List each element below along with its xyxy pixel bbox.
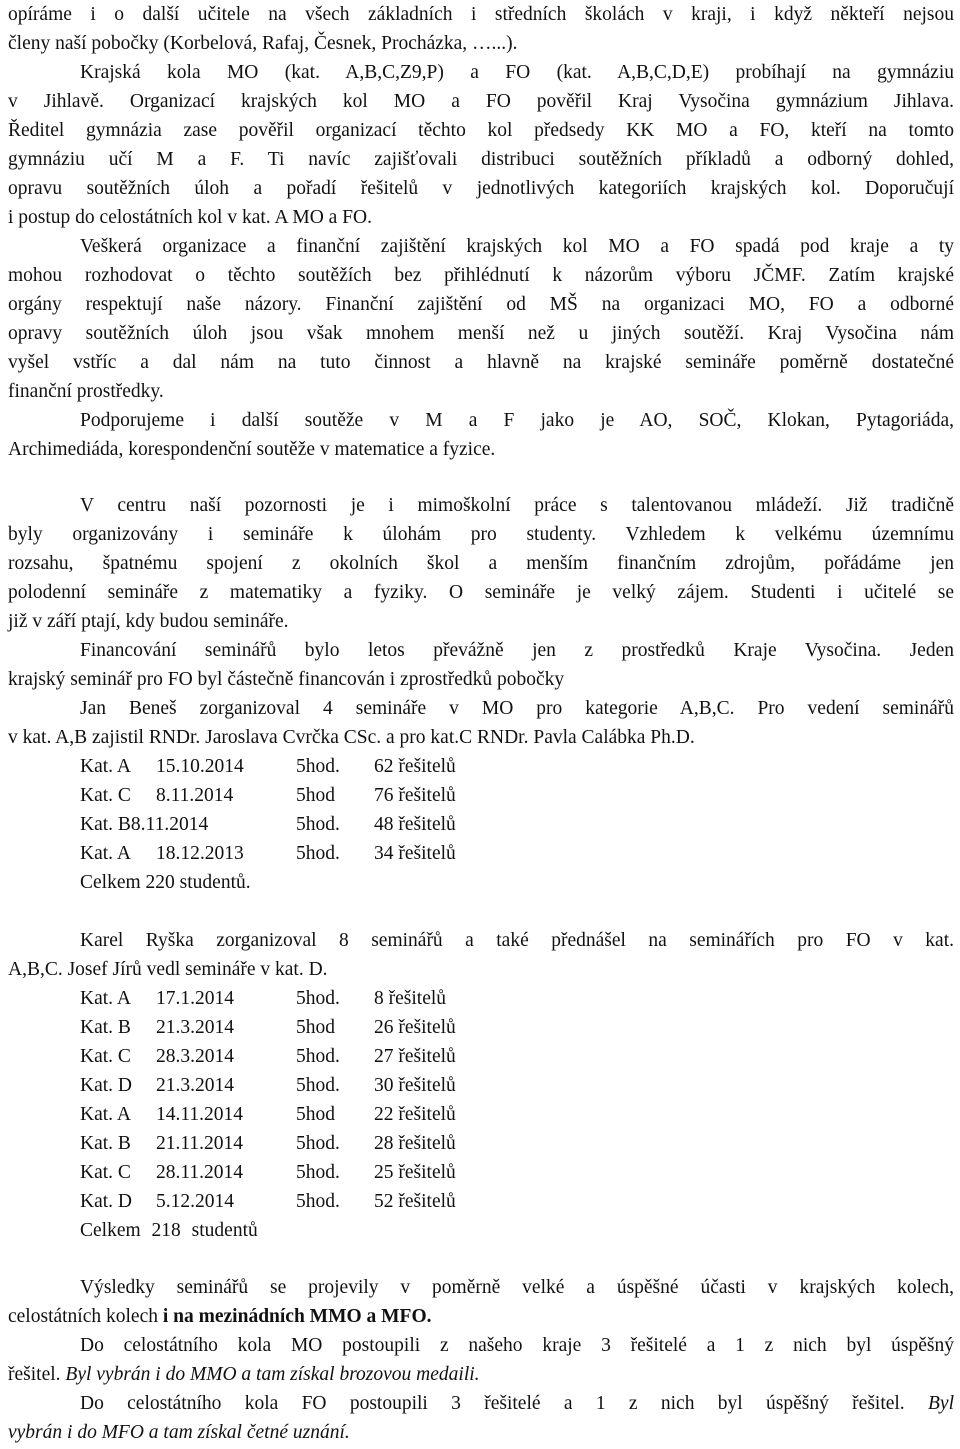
list-item bbox=[80, 1158, 494, 1187]
count-cell: 34 řešitelů bbox=[374, 843, 456, 864]
text-run: Do celostátního kola FO postoupili 3 řešitelé a 1 z nich byl úspěšný řešitel. bbox=[80, 1393, 929, 1414]
list-item bbox=[80, 781, 494, 810]
count-cell: 30 řešitelů bbox=[374, 1075, 456, 1096]
date-cell: 21.3.2014 bbox=[156, 1075, 234, 1096]
total-line: Celkem 220 studentů. bbox=[80, 872, 251, 893]
hours-cell: 5hod. bbox=[296, 1075, 340, 1096]
category-cell: Kat. C bbox=[80, 1046, 131, 1067]
paragraph-line: v Jihlavě. Organizací krajských kol MO a FO pověřil Kraj Vysočina gymnázium Jihlava. bbox=[8, 91, 954, 112]
date-cell: 8.11.2014 bbox=[156, 785, 234, 806]
count-cell: 22 řešitelů bbox=[374, 1104, 456, 1125]
hours-cell: 5hod. bbox=[296, 756, 340, 777]
hours-cell: 5hod. bbox=[296, 843, 340, 864]
paragraph-line: krajský seminář pro FO byl částečně financován i zprostředků pobočky bbox=[8, 669, 565, 690]
date-cell: 15.10.2014 bbox=[156, 756, 244, 777]
list-item bbox=[80, 1187, 494, 1216]
hours-cell: 5hod. bbox=[296, 814, 340, 835]
italic-text: vybrán i do MFO a tam získal četné uznání. bbox=[8, 1422, 350, 1443]
paragraph-line: Jan Beneš zorganizoval 4 semináře v MO pro kategorie A,B,C. Pro vedení seminářů bbox=[80, 698, 954, 719]
list-item bbox=[80, 1042, 494, 1071]
paragraph-line bbox=[8, 1418, 954, 1447]
paragraph-line bbox=[80, 1389, 954, 1418]
paragraph-line: Podporujeme i další soutěže v M a F jako je AO, SOČ, Klokan, Pytagoriáda, bbox=[80, 410, 954, 431]
date-cell: 14.11.2014 bbox=[156, 1104, 244, 1125]
paragraph-line: v kat. A,B zajistil RNDr. Jaroslava Cvrčka CSc. a pro kat.C RNDr. Pavla Calábka Ph.D. bbox=[8, 727, 695, 748]
paragraph-line: A,B,C. Josef Jírů vedl semináře v kat. D. bbox=[8, 959, 328, 980]
hours-cell: 5hod. bbox=[296, 1162, 340, 1183]
text-run: řešitel. bbox=[8, 1364, 66, 1385]
count-cell: 26 řešitelů bbox=[374, 1017, 456, 1038]
paragraph-line: Ředitel gymnázia zase pověřil organizací těchto kol předsedy KK MO a FO, kteří na tomto bbox=[8, 120, 954, 141]
count-cell: 62 řešitelů bbox=[374, 756, 456, 777]
date-cell: 21.3.2014 bbox=[156, 1017, 234, 1038]
date-cell: 18.12.2013 bbox=[156, 843, 244, 864]
paragraph-line: členy naší pobočky (Korbelová, Rafaj, Česnek, Procházka, …...). bbox=[8, 33, 518, 54]
hours-cell: 5hod. bbox=[296, 988, 340, 1009]
italic-text: Byl bbox=[928, 1393, 954, 1414]
paragraph-line: Archimediáda, korespondenční soutěže v matematice a fyzice. bbox=[8, 439, 496, 460]
hours-cell: 5hod bbox=[296, 1104, 335, 1125]
list-item bbox=[80, 1129, 494, 1158]
bold-text: i na mezinádních MMO a MFO. bbox=[162, 1306, 432, 1327]
hours-cell: 5hod. bbox=[296, 1133, 340, 1154]
category-cell: Kat. B bbox=[80, 1133, 131, 1154]
paragraph-line: vyšel vstříc a dal nám na tuto činnost a hlavně na krajské semináře poměrně dostatečné bbox=[8, 352, 954, 373]
paragraph-line: mohou rozhodovat o těchto soutěžích bez přihlédnutí k názorům výboru JČMF. Zatím krajské bbox=[8, 265, 954, 286]
count-cell: 52 řešitelů bbox=[374, 1191, 456, 1212]
count-cell: 27 řešitelů bbox=[374, 1046, 456, 1067]
hours-cell: 5hod bbox=[296, 1017, 335, 1038]
count-cell: 8 řešitelů bbox=[374, 988, 447, 1009]
paragraph-line bbox=[8, 1302, 954, 1331]
date-cell: 28.11.2014 bbox=[156, 1162, 244, 1183]
count-cell: 76 řešitelů bbox=[374, 785, 456, 806]
paragraph-line: Výsledky seminářů se projevily v poměrně velké a úspěšné účasti v krajských kolech, bbox=[80, 1277, 954, 1298]
text-run: celostátních kolech bbox=[8, 1306, 163, 1327]
list-item bbox=[80, 1100, 494, 1129]
date-cell: 28.3.2014 bbox=[156, 1046, 234, 1067]
category-cell: Kat. D bbox=[80, 1075, 132, 1096]
category-cell: Kat. A bbox=[80, 1104, 131, 1125]
paragraph-line: Krajská kola MO (kat. A,B,C,Z9,P) a FO (kat. A,B,C,D,E) probíhají na gymnáziu bbox=[80, 62, 954, 83]
date-cell: 5.12.2014 bbox=[156, 1191, 234, 1212]
list-item bbox=[80, 1071, 494, 1100]
count-cell: 28 řešitelů bbox=[374, 1133, 456, 1154]
paragraph-line: Do celostátního kola MO postoupili z našeho kraje 3 řešitelé a 1 z nich byl úspěšný bbox=[80, 1335, 954, 1356]
category-cell: Kat. A bbox=[80, 756, 131, 777]
category-cell: Kat. B bbox=[80, 1017, 131, 1038]
category-cell: Kat. C bbox=[80, 1162, 131, 1183]
list-item bbox=[80, 1013, 494, 1042]
paragraph-line: i postup do celostátních kol v kat. A MO a FO. bbox=[8, 207, 372, 228]
hours-cell: 5hod. bbox=[296, 1191, 340, 1212]
paragraph-line: Veškerá organizace a finanční zajištění krajských kol MO a FO spadá pod kraje a ty bbox=[80, 236, 954, 257]
paragraph-line: již v září ptají, kdy budou semináře. bbox=[8, 611, 289, 632]
count-cell: 48 řešitelů bbox=[374, 814, 456, 835]
category-cell: Kat. A bbox=[80, 988, 131, 1009]
date-cell: 21.11.2014 bbox=[156, 1133, 244, 1154]
paragraph-line: gymnáziu učí M a F. Ti navíc zajišťovali distribuci soutěžních příkladů a odborný dohled, bbox=[8, 149, 954, 170]
category-cell: Kat. A bbox=[80, 843, 131, 864]
hours-cell: 5hod. bbox=[296, 1046, 340, 1067]
paragraph-line: opravu soutěžních úloh a pořadí řešitelů v jednotlivých kategoriích krajských kol. Doporučují bbox=[8, 178, 954, 199]
hours-cell: 5hod bbox=[296, 785, 335, 806]
italic-text: Byl vybrán i do MMO a tam získal brozovou medaili. bbox=[65, 1364, 480, 1385]
list-item bbox=[80, 839, 494, 868]
paragraph-line bbox=[8, 1360, 954, 1389]
list-item bbox=[80, 984, 494, 1013]
list-item bbox=[80, 810, 494, 839]
count-cell: 25 řešitelů bbox=[374, 1162, 456, 1183]
list-item bbox=[80, 752, 494, 781]
category-cell: Kat. D bbox=[80, 1191, 132, 1212]
paragraph-line: V centru naší pozornosti je i mimoškolní práce s talentovanou mládeží. Již tradičně bbox=[80, 495, 954, 516]
paragraph-line: byly organizovány i semináře k úlohám pro studenty. Vzhledem k velkému územnímu bbox=[8, 524, 954, 545]
paragraph-line: Karel Ryška zorganizoval 8 seminářů a také přednášel na seminářích pro FO v kat. bbox=[80, 930, 954, 951]
category-cell: Kat. B8.11.2014 bbox=[80, 814, 209, 835]
paragraph-line: opravy soutěžních úloh jsou však mnohem menší než u jiných soutěží. Kraj Vysočina nám bbox=[8, 323, 954, 344]
category-cell: Kat. C bbox=[80, 785, 131, 806]
paragraph-line: polodenní semináře z matematiky a fyziky. O semináře je velký zájem. Studenti i učitelé se bbox=[8, 582, 954, 603]
paragraph-line: finanční prostředky. bbox=[8, 381, 164, 402]
paragraph-line: opíráme i o další učitele na všech základních i středních školách v kraji, i když někteří nejsou bbox=[8, 4, 954, 25]
paragraph-line: rozsahu, špatnému spojení z okolních škol a menším finančním zdrojům, pořádáme jen bbox=[8, 553, 954, 574]
date-cell: 17.1.2014 bbox=[156, 988, 234, 1009]
total-line: Celkem 218 studentů bbox=[80, 1220, 258, 1241]
paragraph-line: Financování seminářů bylo letos převážně jen z prostředků Kraje Vysočina. Jeden bbox=[80, 640, 954, 661]
paragraph-line: orgány respektují naše názory. Finanční zajištění od MŠ na organizaci MO, FO a odborné bbox=[8, 294, 954, 315]
